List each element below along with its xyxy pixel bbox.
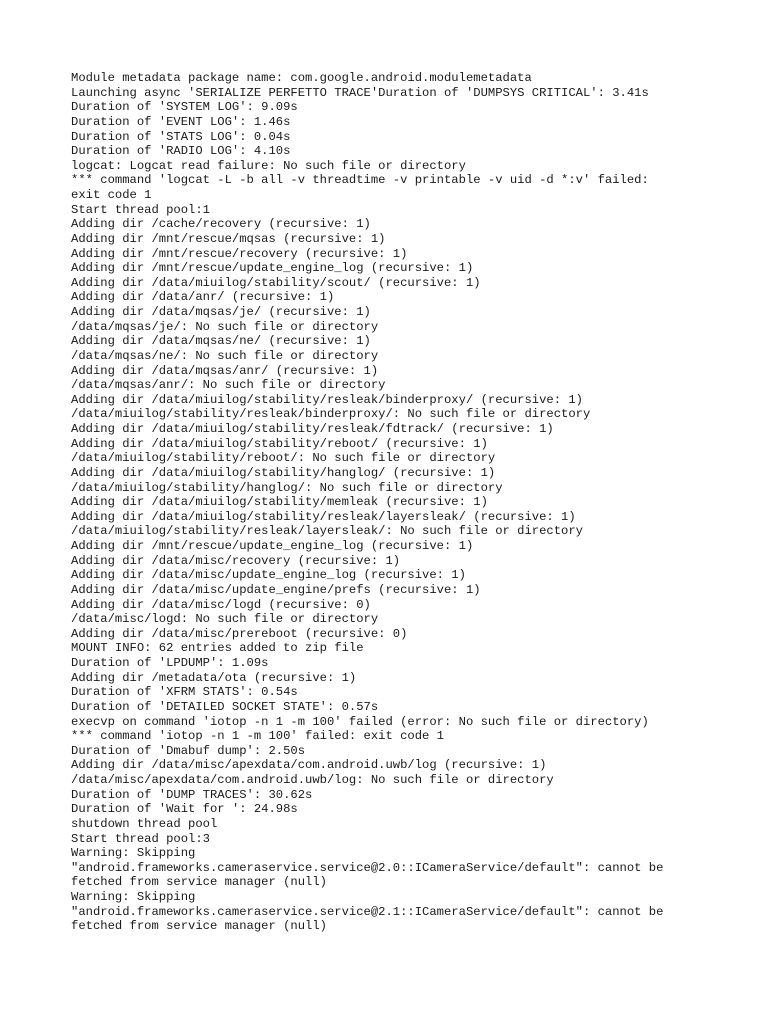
log-line: Adding dir /data/anr/ (recursive: 1) [71, 290, 335, 305]
log-line: Adding dir /data/miuilog/stability/memleak (recursive: 1) [71, 495, 488, 510]
log-line: shutdown thread pool [71, 816, 218, 831]
log-line: /data/mqsas/anr/: No such file or directory [71, 378, 386, 393]
log-line: Duration of 'Wait for ': 24.98s [71, 802, 298, 817]
log-line: /data/misc/apexdata/com.android.uwb/log: No such file or directory [71, 773, 554, 787]
log-line: Adding dir /mnt/rescue/update_engine_log (recursive: 1) [71, 261, 474, 276]
log-line: exit code 1 [71, 188, 152, 202]
log-line: Adding dir /data/misc/update_engine/prefs (recursive: 1) [71, 582, 481, 597]
log-line: Duration of 'SYSTEM LOG': 9.09s [71, 100, 298, 115]
log-line: Adding dir /metadata/ota (recursive: 1) [71, 670, 357, 685]
log-line: "android.frameworks.cameraservice.service@2.0::ICameraService/default": cannot be [71, 860, 664, 875]
log-line: Duration of 'LPDUMP': 1.09s [71, 656, 269, 670]
log-line: Start thread pool:3 [71, 831, 210, 846]
log-line: /data/miuilog/stability/hanglog/: No such file or directory [71, 480, 503, 495]
log-line: Adding dir /cache/recovery (recursive: 1) [71, 217, 371, 232]
log-line: Adding dir /data/mqsas/je/ (recursive: 1) [71, 305, 371, 319]
log-line: Launching async 'SERIALIZE PERFETTO TRACE'Duration of 'DUMPSYS CRITICAL': 3.41s [71, 85, 649, 100]
log-document [71, 71, 711, 934]
log-line: Adding dir /data/miuilog/stability/reboot/ (recursive: 1) [71, 436, 488, 451]
log-line: Duration of 'RADIO LOG': 4.10s [71, 144, 291, 159]
log-line: Duration of 'XFRM STATS': 0.54s [71, 685, 298, 700]
log-line: Adding dir /mnt/rescue/recovery (recursive: 1) [71, 246, 408, 261]
log-line: execvp on command 'iotop -n 1 -m 100' failed (error: No such file or directory) [71, 714, 649, 729]
log-line: Adding dir /data/misc/update_engine_log (recursive: 1) [71, 568, 466, 583]
log-line: *** command 'iotop -n 1 -m 100' failed: exit code 1 [71, 729, 444, 744]
log-line: Module metadata package name: com.google.android.modulemetadata [71, 71, 532, 85]
log-line: Adding dir /data/mqsas/ne/ (recursive: 1) [71, 334, 371, 349]
log-line: Adding dir /data/misc/recovery (recursive: 1) [71, 553, 401, 568]
log-line: fetched from service manager (null) [71, 919, 327, 934]
log-line: Duration of 'STATS LOG': 0.04s [71, 129, 291, 144]
log-line: Duration of 'EVENT LOG': 1.46s [71, 114, 291, 129]
log-line: Adding dir /data/misc/prereboot (recursive: 0) [71, 626, 408, 641]
log-line: Warning: Skipping [71, 890, 196, 904]
log-line: /data/misc/logd: No such file or directory [71, 612, 379, 627]
log-line: Adding dir /data/misc/apexdata/com.android.uwb/log (recursive: 1) [71, 758, 547, 773]
log-line: /data/miuilog/stability/reboot/: No such file or directory [71, 451, 496, 466]
log-line: Duration of 'Dmabuf dump': 2.50s [71, 743, 306, 758]
log-line: Duration of 'DETAILED SOCKET STATE': 0.57s [71, 699, 379, 714]
log-line: Adding dir /data/miuilog/stability/resleak/layersleak/ (recursive: 1) [71, 509, 576, 524]
log-line: Warning: Skipping [71, 846, 196, 861]
log-line: Adding dir /data/miuilog/stability/hanglog/ (recursive: 1) [71, 465, 496, 480]
log-line: Adding dir /mnt/rescue/update_engine_log (recursive: 1) [71, 539, 474, 553]
log-line: /data/mqsas/ne/: No such file or directory [71, 348, 379, 363]
log-line: Adding dir /data/miuilog/stability/resleak/binderproxy/ (recursive: 1) [71, 392, 583, 407]
log-line: /data/miuilog/stability/resleak/binderproxy/: No such file or directory [71, 407, 591, 422]
log-line: Start thread pool:1 [71, 202, 210, 217]
log-line: fetched from service manager (null) [71, 875, 327, 890]
log-line: Duration of 'DUMP TRACES': 30.62s [71, 787, 313, 802]
log-line: *** command 'logcat -L -b all -v threadtime -v printable -v uid -d *:v' failed: [71, 173, 649, 188]
log-line: Adding dir /data/miuilog/stability/scout/ (recursive: 1) [71, 275, 481, 290]
log-line: Adding dir /data/miuilog/stability/resleak/fdtrack/ (recursive: 1) [71, 422, 554, 436]
log-line: "android.frameworks.cameraservice.service@2.1::ICameraService/default": cannot be [71, 904, 664, 919]
log-line: /data/miuilog/stability/resleak/layersleak/: No such file or directory [71, 524, 583, 539]
log-line: Adding dir /data/mqsas/anr/ (recursive: 1) [71, 363, 379, 378]
log-line: MOUNT INFO: 62 entries added to zip file [71, 641, 364, 656]
log-line: Adding dir /data/misc/logd (recursive: 0) [71, 597, 371, 612]
log-line: Adding dir /mnt/rescue/mqsas (recursive: 1) [71, 231, 386, 246]
log-line: logcat: Logcat read failure: No such file or directory [71, 158, 466, 173]
log-line: /data/mqsas/je/: No such file or directory [71, 319, 379, 334]
